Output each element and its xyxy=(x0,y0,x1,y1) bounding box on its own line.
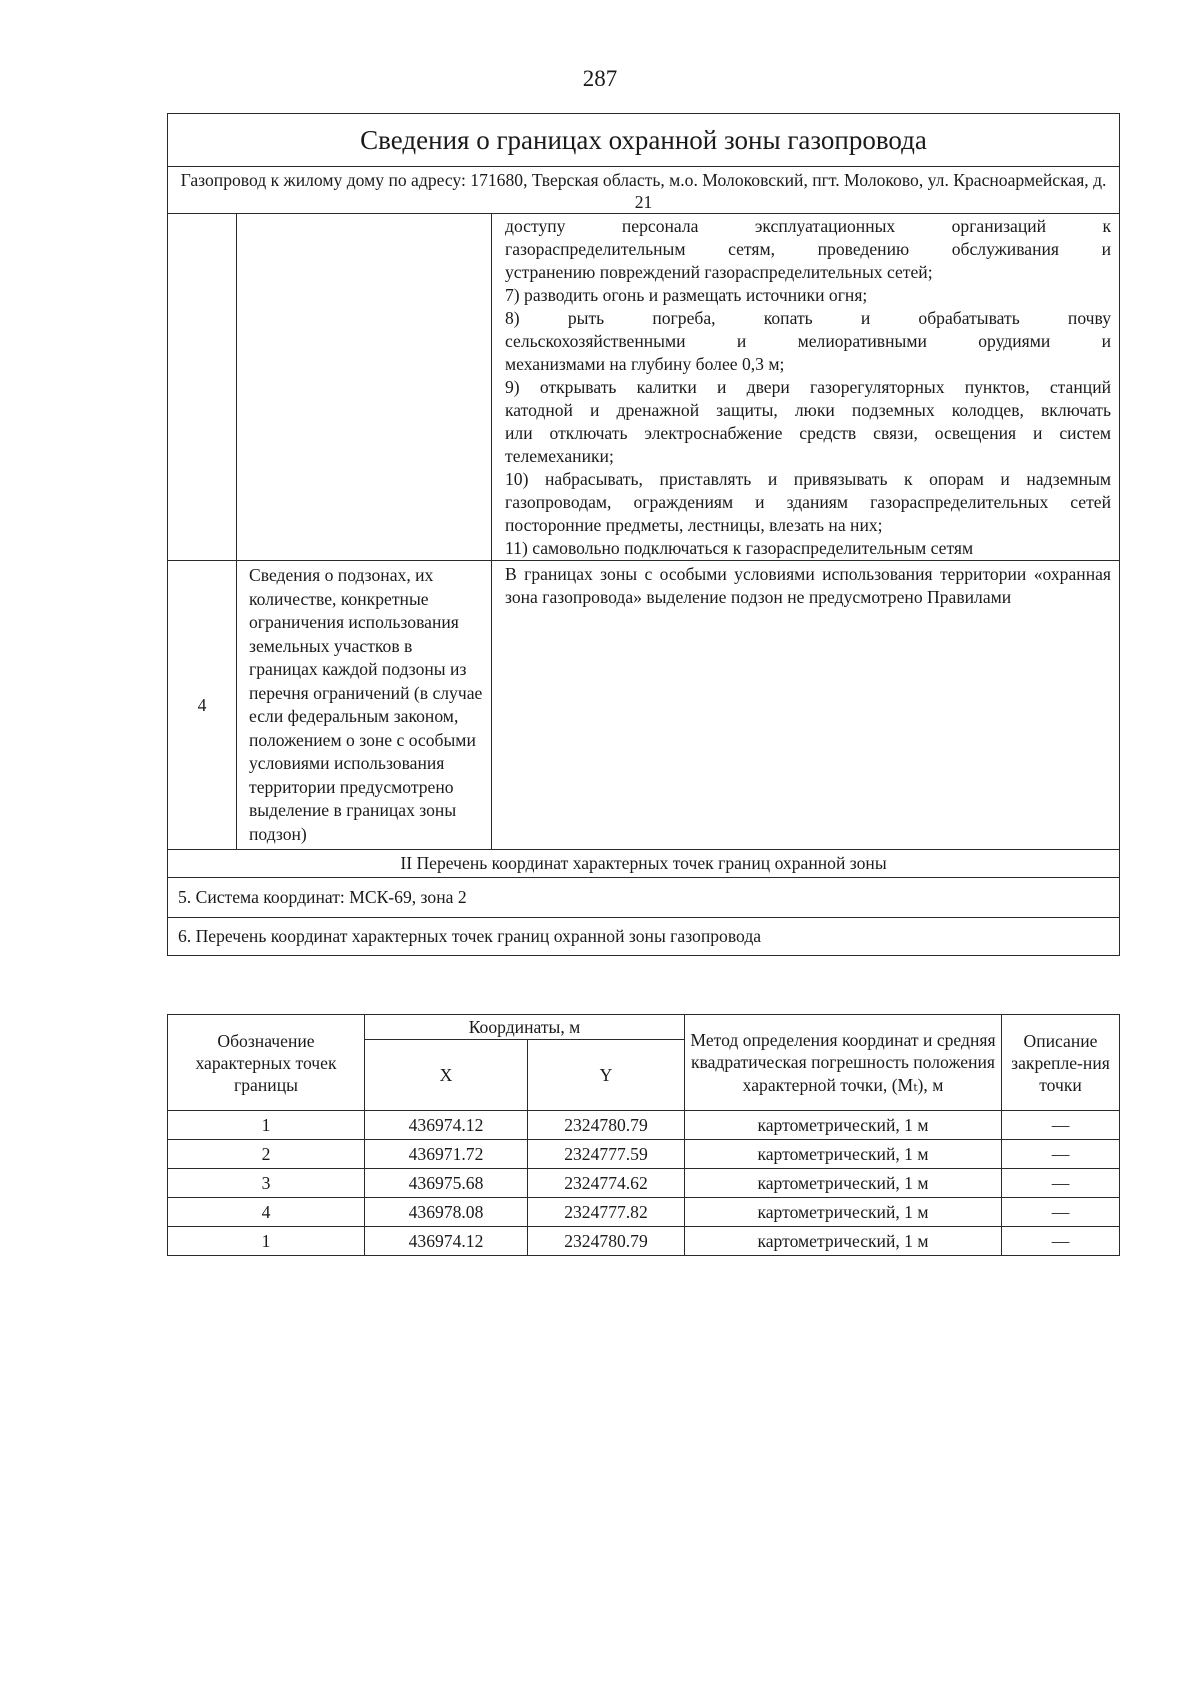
point-number: 3 xyxy=(168,1169,365,1198)
restrictions-text-cell xyxy=(492,214,1120,561)
y-coordinate: 2324777.82 xyxy=(528,1198,685,1227)
restriction-line: посторонние предметы, лестницы, влезать на них; xyxy=(505,515,883,535)
table-row xyxy=(168,1227,1120,1256)
header-description: Описание закрепле-ния точки xyxy=(1002,1015,1120,1111)
restriction-line: катодной и дренажной защиты, люки подземных колодцев, включать xyxy=(505,400,1112,420)
point-number: 1 xyxy=(168,1227,365,1256)
x-coordinate: 436971.72 xyxy=(365,1140,528,1169)
x-coordinate: 436974.12 xyxy=(365,1111,528,1140)
empty-label-cell xyxy=(237,214,492,561)
x-coordinate: 436974.12 xyxy=(365,1227,528,1256)
subzone-text-cell xyxy=(492,561,1120,850)
header-x: X xyxy=(365,1040,528,1111)
y-coordinate: 2324777.59 xyxy=(528,1140,685,1169)
y-coordinate: 2324780.79 xyxy=(528,1111,685,1140)
restriction-line: доступу персонала эксплуатационных организаций к xyxy=(505,216,1112,236)
section-2-title: II Перечень координат характерных точек границ охранной зоны xyxy=(168,850,1120,878)
restriction-line: устранению повреждений газораспределительных сетей; xyxy=(505,262,933,282)
restriction-line: 7) разводить огонь и размещать источники огня; xyxy=(505,285,868,305)
restriction-line: 9) открывать калитки и двери газорегуляторных пунктов, станций xyxy=(505,377,1112,397)
restriction-line: механизмами на глубину более 0,3 м; xyxy=(505,354,785,374)
object-address: Газопровод к жилому дому по адресу: 171680, Тверская область, м.о. Молоковский, пгт. Молоково, ул. Красноармейская, д. 21 xyxy=(168,167,1120,214)
table-row xyxy=(168,1140,1120,1169)
table-row xyxy=(168,1198,1120,1227)
coordinates-list-row xyxy=(168,918,1120,956)
coords-header-row-1 xyxy=(168,1015,1120,1040)
empty-number-cell xyxy=(168,214,237,561)
restriction-line: телемеханики; xyxy=(505,446,614,466)
method: картометрический, 1 м xyxy=(685,1198,1002,1227)
method: картометрический, 1 м xyxy=(685,1140,1002,1169)
object-row xyxy=(168,167,1120,214)
y-coordinate: 2324780.79 xyxy=(528,1227,685,1256)
table-row xyxy=(168,1169,1120,1198)
restriction-line: или отключать электроснабжение средств связи, освещения и систем xyxy=(505,423,1112,443)
coordinates-list-title: 6. Перечень координат характерных точек границ охранной зоны газопровода xyxy=(168,918,1120,956)
header-y: Y xyxy=(528,1040,685,1111)
continued-restrictions-row xyxy=(168,214,1120,561)
table-row xyxy=(168,1111,1120,1140)
x-coordinate: 436975.68 xyxy=(365,1169,528,1198)
subzone-row xyxy=(168,561,1120,850)
page-title: Сведения о границах охранной зоны газопровода xyxy=(168,114,1120,167)
row-number: 4 xyxy=(168,561,237,850)
coordinate-system-row xyxy=(168,878,1120,918)
method: картометрический, 1 м xyxy=(685,1169,1002,1198)
restriction-line: газопроводам, ограждениям и зданиям газораспределительных сетей xyxy=(505,492,1112,512)
point-number: 1 xyxy=(168,1111,365,1140)
x-coordinate: 436978.08 xyxy=(365,1198,528,1227)
method: картометрический, 1 м xyxy=(685,1227,1002,1256)
coordinates-table xyxy=(167,1014,1120,1256)
header-coords-group: Координаты, м xyxy=(365,1015,685,1040)
description: — xyxy=(1002,1111,1120,1140)
title-row xyxy=(168,114,1120,167)
description: — xyxy=(1002,1227,1120,1256)
restriction-line: 11) самовольно подключаться к газораспределительным сетям xyxy=(505,538,974,558)
restriction-line: 8) рыть погреба, копать и обрабатывать почву xyxy=(505,308,1112,328)
restriction-line: 10) набрасывать, приставлять и привязывать к опорам и надземным xyxy=(505,469,1112,489)
restriction-line: сельскохозяйственными и мелиоративными орудиями и xyxy=(505,331,1112,351)
section-2-row xyxy=(168,850,1120,878)
header-point: Обозначение характерных точек границы xyxy=(168,1015,365,1111)
method: картометрический, 1 м xyxy=(685,1111,1002,1140)
header-method: Метод определения координат и средняя квадратическая погрешность положения характерной точки, (Mₜ), м xyxy=(685,1015,1002,1111)
point-number: 4 xyxy=(168,1198,365,1227)
subzone-label: Сведения о подзонах, их количестве, конкретные ограничения использования земельных участков в границах каждой подзоны из перечня ограничений (в случае если федеральным законом, положением о зоне с особыми условиями использования территории предусмотрено выделение в границах зоны подзон) xyxy=(237,561,492,850)
description: — xyxy=(1002,1198,1120,1227)
description: — xyxy=(1002,1169,1120,1198)
coordinate-system: 5. Система координат: МСК-69, зона 2 xyxy=(168,878,1120,918)
restriction-line: газораспределительным сетям, проведению обслуживания и xyxy=(505,239,1112,259)
subzone-text: В границах зоны с особыми условиями использования территории «охранная зона газопровода» выделение подзон не предусмотрено Правилами xyxy=(505,564,1112,607)
page-number: 287 xyxy=(582,66,618,91)
protection-zone-table xyxy=(167,113,1120,956)
description: — xyxy=(1002,1140,1120,1169)
point-number: 2 xyxy=(168,1140,365,1169)
y-coordinate: 2324774.62 xyxy=(528,1169,685,1198)
